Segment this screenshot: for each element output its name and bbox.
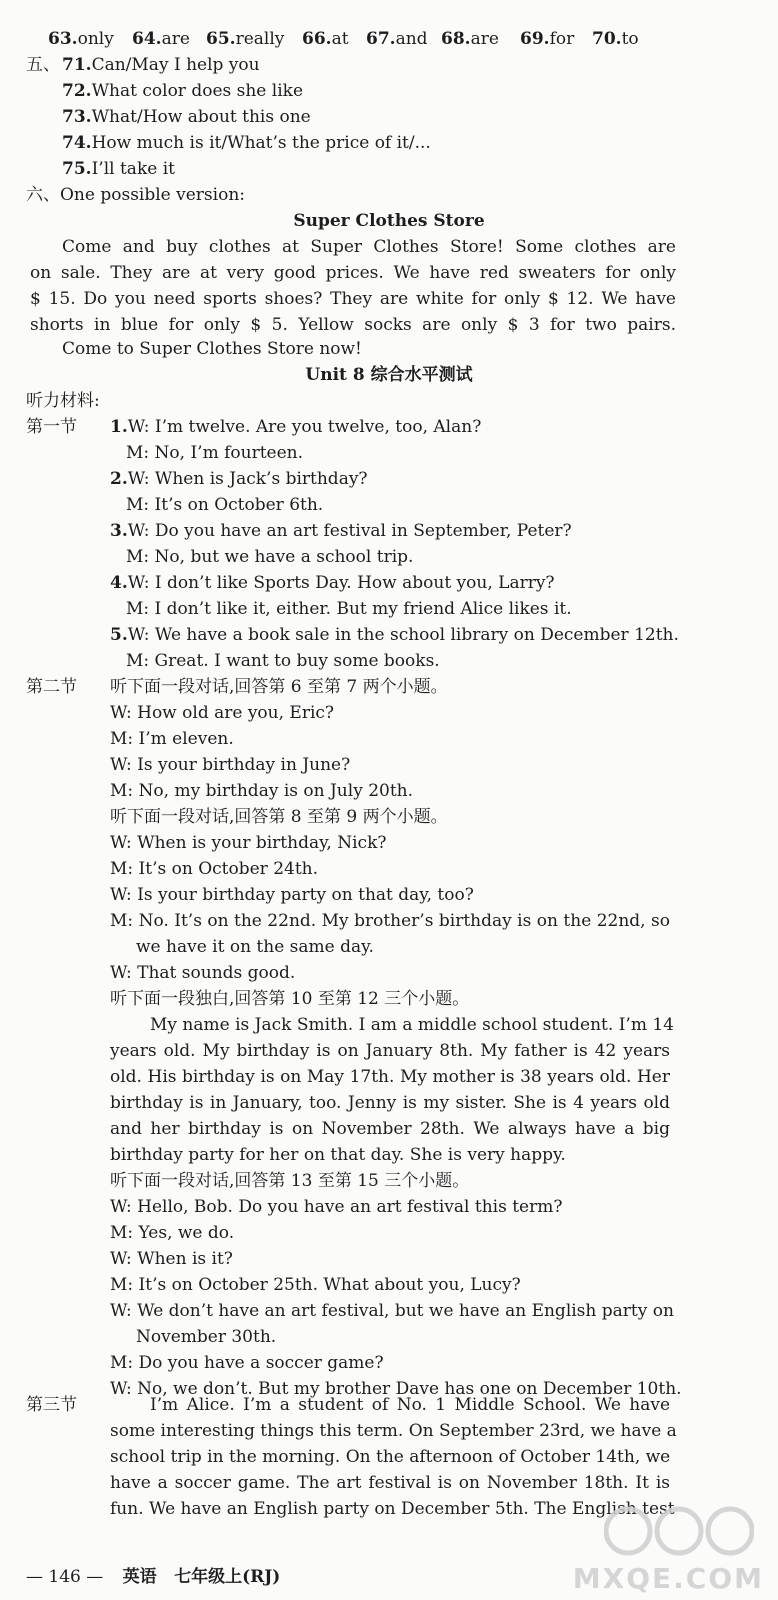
section2-line: W: How old are you, Eric? [110, 703, 335, 723]
watermark-logo [574, 1500, 764, 1595]
woman-line: W: When is Jack’s birthday? [127, 469, 368, 489]
section2-line: 听下面一段对话,回答第 13 至第 15 三个小题。 [110, 1171, 470, 1191]
section2-line: M: It’s on October 24th. [110, 859, 319, 879]
section1-question [110, 468, 368, 490]
part5-prefix: 五、 [26, 55, 60, 75]
section2-line: W: That sounds good. [110, 963, 296, 983]
page-footer [26, 1562, 280, 1587]
section1-question [110, 624, 679, 646]
section2-label: 第二节 [26, 677, 77, 697]
part5-item-text: Can/May I help you [91, 55, 260, 75]
part5-item [62, 106, 311, 128]
answer-number: 66. [302, 29, 332, 49]
section1-question [110, 416, 481, 438]
part5-item-number: 75. [62, 159, 92, 179]
answer-word: really [235, 29, 285, 49]
part5-item-text: I’ll take it [91, 159, 175, 179]
woman-line: W: I’m twelve. Are you twelve, too, Alan? [127, 417, 482, 437]
answer-item [366, 28, 428, 50]
answer-word: at [331, 29, 349, 49]
part5-item [62, 158, 175, 180]
answer-number: 64. [132, 29, 162, 49]
question-number: 5. [110, 625, 128, 645]
answer-item [592, 28, 639, 50]
part5-item-number: 71. [62, 55, 92, 75]
answer-word: are [470, 29, 499, 49]
answer-word: and [395, 29, 428, 49]
section2-line: M: Yes, we do. [110, 1223, 235, 1243]
section2-line: birthday party for her on that day. She is very happy. [110, 1145, 566, 1165]
section2-line: 听下面一段对话,回答第 6 至第 7 两个小题。 [110, 677, 448, 697]
section3-line: school trip in the morning. On the afternoon of October 14th, we [110, 1447, 671, 1467]
man-line: M: No, but we have a school trip. [126, 547, 414, 567]
section2-line: W: No, we don’t. But my brother Dave has one on December 10th. [110, 1379, 682, 1399]
part5-item-text: What/How about this one [91, 107, 311, 127]
essay-line: shorts in blue for only $ 5. Yellow socks are only $ 3 for two pairs. [30, 315, 676, 335]
answer-item [132, 28, 190, 50]
woman-line: W: Do you have an art festival in September, Peter? [127, 521, 572, 541]
section2-line: M: No, my birthday is on July 20th. [110, 781, 414, 801]
section3-label: 第三节 [26, 1395, 77, 1415]
answer-number: 69. [520, 29, 550, 49]
answer-item [520, 28, 574, 50]
question-number: 3. [110, 521, 128, 541]
footer-subject: 英语 [122, 1567, 157, 1587]
section2-line: My name is Jack Smith. I am a middle school student. I’m 14 [150, 1015, 674, 1035]
section1-question [110, 520, 572, 542]
answer-word: only [77, 29, 114, 49]
section2-line: 听下面一段对话,回答第 8 至第 9 两个小题。 [110, 807, 448, 827]
woman-line: W: I don’t like Sports Day. How about you, Larry? [127, 573, 555, 593]
part6-label: 六、One possible version: [26, 185, 245, 205]
unit-title: Unit 8 综合水平测试 [305, 365, 473, 385]
answer-word: to [621, 29, 639, 49]
section2-line: W: We don’t have an art festival, but we have an English party on [110, 1301, 674, 1321]
answer-number: 68. [441, 29, 471, 49]
essay-line: Come and buy clothes at Super Clothes Store! Some clothes are [62, 237, 676, 257]
part5-item [62, 80, 303, 102]
listening-label: 听力材料: [26, 391, 100, 411]
section2-line: M: I’m eleven. [110, 729, 234, 749]
section2-line: W: Is your birthday party on that day, too? [110, 885, 474, 905]
section2-line: W: When is it? [110, 1249, 233, 1269]
man-line: M: I don’t like it, either. But my friend Alice likes it. [126, 599, 572, 619]
part5-item-text: What color does she like [91, 81, 304, 101]
section2-line: 听下面一段独白,回答第 10 至第 12 三个小题。 [110, 989, 470, 1009]
section2-line: W: Hello, Bob. Do you have an art festival this term? [110, 1197, 563, 1217]
section3-line: I’m Alice. I’m a student of No. 1 Middle School. We have [150, 1395, 670, 1415]
page-number: — 146 — [26, 1567, 104, 1587]
answer-word: are [161, 29, 190, 49]
part5-item-text: How much is it/What’s the price of it/... [91, 133, 431, 153]
answer-item [48, 28, 114, 50]
section3-line: some interesting things this term. On September 23rd, we have a [110, 1421, 677, 1441]
watermark-text: MXQE.COM [572, 1562, 764, 1595]
answer-number: 63. [48, 29, 78, 49]
part5-item [62, 54, 260, 76]
answer-number: 65. [206, 29, 236, 49]
section3-line: fun. We have an English party on December 5th. The English test [110, 1499, 675, 1519]
part5-item-number: 72. [62, 81, 92, 101]
section2-line: M: No. It’s on the 22nd. My brother’s birthday is on the 22nd, so [110, 911, 670, 931]
answer-item [441, 28, 499, 50]
section2-line: M: Do you have a soccer game? [110, 1353, 384, 1373]
section2-line: W: When is your birthday, Nick? [110, 833, 387, 853]
section2-line: we have it on the same day. [136, 937, 374, 957]
man-line: M: No, I’m fourteen. [126, 443, 304, 463]
answer-item [206, 28, 284, 50]
footer-grade: 七年级上(RJ) [174, 1567, 281, 1587]
section2-line: years old. My birthday is on January 8th. My father is 42 years [110, 1041, 670, 1061]
section1-question [110, 572, 555, 594]
man-line: M: Great. I want to buy some books. [126, 651, 440, 671]
answer-item [302, 28, 349, 50]
man-line: M: It’s on October 6th. [126, 495, 324, 515]
question-number: 2. [110, 469, 128, 489]
section2-line: birthday is in January, too. Jenny is my sister. She is 4 years old [110, 1093, 670, 1113]
essay-line: on sale. They are at very good prices. We have red sweaters for only [30, 263, 676, 283]
section2-line: and her birthday is on November 28th. We always have a big [110, 1119, 670, 1139]
essay-line: $ 15. Do you need sports shoes? They are white for only $ 12. We have [30, 289, 676, 309]
section1-label: 第一节 [26, 417, 77, 437]
section2-line: W: Is your birthday in June? [110, 755, 351, 775]
woman-line: W: We have a book sale in the school library on December 12th. [127, 625, 679, 645]
question-number: 1. [110, 417, 128, 437]
section2-line: November 30th. [136, 1327, 277, 1347]
part6-title: Super Clothes Store [293, 211, 485, 231]
part5-item-number: 74. [62, 133, 92, 153]
answer-number: 70. [592, 29, 622, 49]
question-number: 4. [110, 573, 128, 593]
answer-number: 67. [366, 29, 396, 49]
watermark-badge-icon [604, 1500, 754, 1562]
part5-item-number: 73. [62, 107, 92, 127]
essay-closing: Come to Super Clothes Store now! [62, 339, 362, 359]
part5-item [62, 132, 431, 154]
section2-line: old. His birthday is on May 17th. My mother is 38 years old. Her [110, 1067, 670, 1087]
answer-word: for [549, 29, 575, 49]
section2-line: M: It’s on October 25th. What about you, Lucy? [110, 1275, 521, 1295]
section3-line: have a soccer game. The art festival is on November 18th. It is [110, 1473, 670, 1493]
